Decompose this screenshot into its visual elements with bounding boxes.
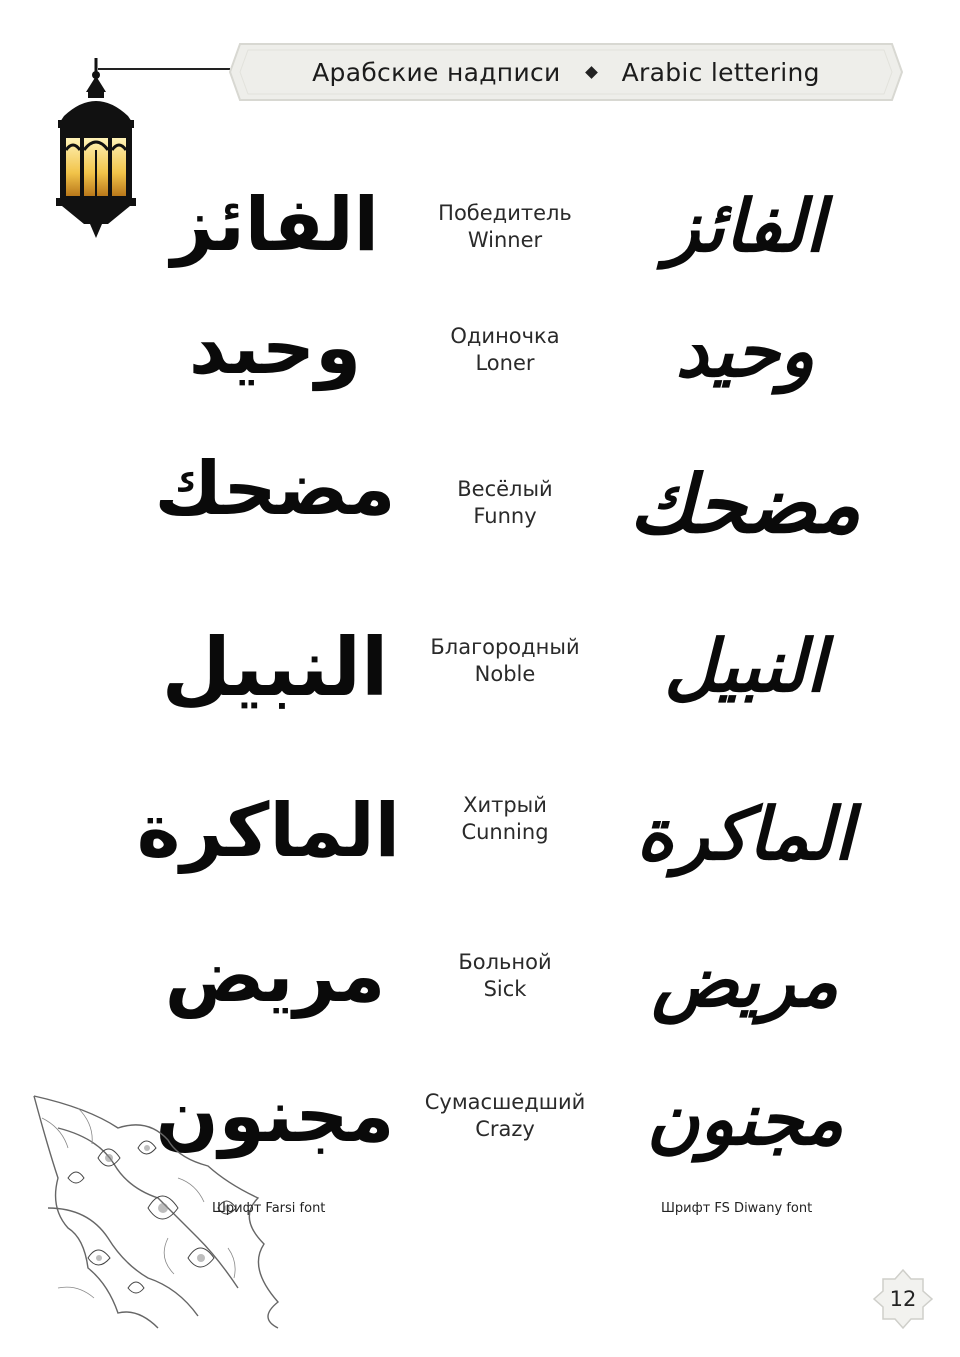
word-label-en: Funny <box>473 504 537 528</box>
word-label-ru: Весёлый <box>457 477 553 501</box>
word-label-en: Cunning <box>461 820 549 844</box>
word-label-ru: Больной <box>458 950 552 974</box>
arabic-word-diwany: الماكرة <box>636 791 854 876</box>
word-label-ru: Хитрый <box>463 793 547 817</box>
word-label-ru: Благородный <box>430 635 580 659</box>
diamond-icon <box>585 66 598 79</box>
word-label-ru: Победитель <box>438 201 572 225</box>
page-number: 12 <box>889 1287 917 1311</box>
word-label-en: Winner <box>467 228 543 252</box>
arabic-word-farsi: مريض <box>164 933 386 1019</box>
header-banner <box>226 38 906 106</box>
word-label-ru: Одиночка <box>450 324 560 348</box>
arabic-word-diwany: مضحك <box>629 457 861 551</box>
arabic-word-farsi: النبيل <box>161 621 389 714</box>
word-label-en: Loner <box>475 351 535 375</box>
header-title-en: Arabic lettering <box>621 57 820 87</box>
word-label-ru: Сумасшедший <box>424 1090 586 1114</box>
word-label-en: Crazy <box>475 1117 535 1141</box>
header-title-ru: Арабские надписи <box>312 57 561 87</box>
arabic-word-farsi: وحيد <box>188 305 362 391</box>
arabic-word-diwany: وحيد <box>675 308 815 393</box>
word-label-en: Noble <box>474 662 536 686</box>
arabic-word-diwany: مجنون <box>646 1076 844 1161</box>
diwany-font-caption: Шрифт FS Diwany font <box>661 1201 813 1216</box>
arabic-word-diwany: النبيل <box>664 623 826 708</box>
word-label-en: Sick <box>483 977 527 1001</box>
farsi-font-caption: Шрифт Farsi font <box>212 1201 326 1216</box>
arabic-word-farsi: الفائز <box>170 182 380 268</box>
arabic-word-farsi: الماكرة <box>136 788 400 874</box>
arabic-word-diwany: الفائز <box>664 183 826 268</box>
arabic-word-diwany: مريض <box>651 938 839 1023</box>
arabic-word-farsi: مضحك <box>154 446 396 532</box>
arabic-word-farsi: مجنون <box>155 1073 395 1159</box>
lantern-icon <box>46 58 146 244</box>
